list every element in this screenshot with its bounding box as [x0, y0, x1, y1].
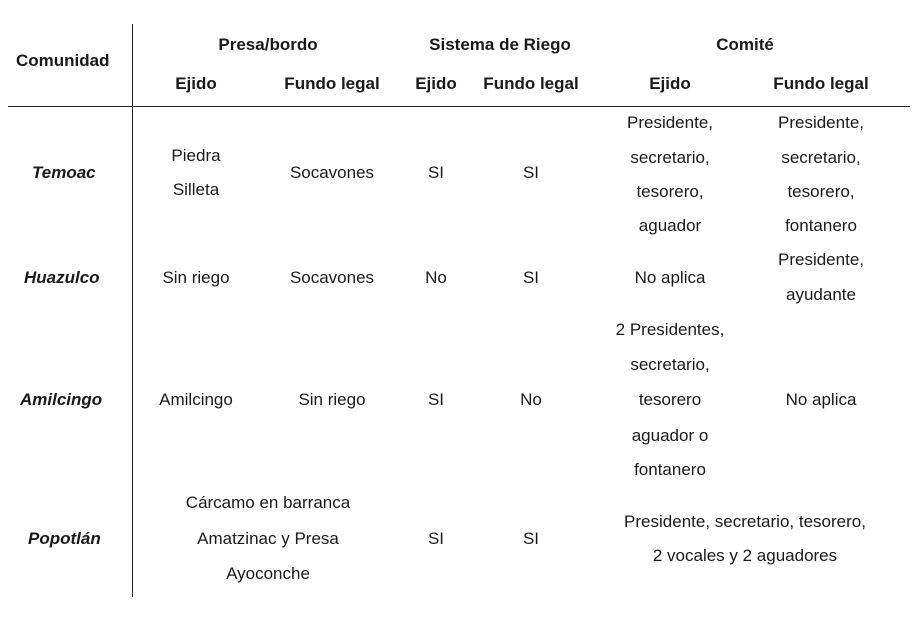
row-popotlan-presa-line3: Ayoconche — [226, 564, 310, 583]
row-temoac-community: Temoac — [32, 163, 96, 182]
row-temoac-comite-ejido-line1: Presidente, — [627, 113, 713, 132]
subheader-riego-fundo-legal: Fundo legal — [483, 74, 579, 93]
subheader-comite-fundo-legal: Fundo legal — [773, 74, 869, 93]
header-presa-bordo: Presa/bordo — [218, 35, 318, 54]
row-temoac-comite-fundo-line2: secretario, — [781, 148, 861, 167]
row-temoac-comite-fundo-line3: tesorero, — [787, 182, 855, 201]
row-huazulco-community: Huazulco — [24, 268, 100, 287]
row-temoac-comite-ejido-line2: secretario, — [630, 148, 710, 167]
row-temoac-riego-ejido: SI — [427, 163, 445, 182]
header-column-divider — [132, 24, 133, 597]
row-huazulco-comite-fundo-line2: ayudante — [786, 285, 856, 304]
row-temoac-presa-fundo: Socavones — [289, 163, 375, 182]
row-temoac-comite-fundo-line1: Presidente, — [778, 113, 864, 132]
row-temoac-presa-ejido-line2: Silleta — [172, 180, 220, 199]
row-amilcingo-comite-ejido-line4: aguador o — [631, 426, 709, 445]
row-huazulco-comite-fundo-line1: Presidente, — [778, 250, 864, 269]
row-temoac-comite-ejido-line4: aguador — [638, 216, 702, 235]
header-comunidad: Comunidad — [16, 51, 110, 70]
row-temoac-riego-fundo: SI — [522, 163, 540, 182]
row-popotlan-presa-line2: Amatzinac y Presa — [197, 529, 339, 548]
header-sistema-riego: Sistema de Riego — [429, 35, 571, 54]
row-popotlan-comite-line2: 2 vocales y 2 aguadores — [652, 546, 838, 565]
row-huazulco-riego-ejido: No — [425, 268, 447, 287]
row-amilcingo-comite-ejido-line1: 2 Presidentes, — [615, 320, 725, 339]
subheader-presa-fundo-legal: Fundo legal — [284, 74, 380, 93]
row-amilcingo-comite-fundo: No aplica — [785, 390, 857, 409]
row-popotlan-presa-line1: Cárcamo en barranca — [185, 493, 351, 512]
subheader-presa-ejido: Ejido — [175, 74, 217, 93]
row-popotlan-riego-ejido: SI — [427, 529, 445, 548]
subheader-comite-ejido: Ejido — [649, 74, 691, 93]
subheader-riego-ejido: Ejido — [415, 74, 457, 93]
row-amilcingo-community: Amilcingo — [20, 390, 103, 409]
row-popotlan-comite-line1: Presidente, secretario, tesorero, — [624, 512, 866, 531]
row-huazulco-presa-ejido: Sin riego — [162, 268, 230, 287]
row-amilcingo-presa-ejido: Amilcingo — [159, 390, 233, 409]
row-amilcingo-riego-fundo: No — [520, 390, 542, 409]
row-amilcingo-comite-ejido-line2: secretario, — [630, 355, 710, 374]
row-amilcingo-riego-ejido: SI — [427, 390, 445, 409]
row-amilcingo-presa-fundo: Sin riego — [298, 390, 366, 409]
row-huazulco-riego-fundo: SI — [522, 268, 540, 287]
row-temoac-comite-fundo-line4: fontanero — [785, 216, 857, 235]
row-amilcingo-comite-ejido-line3: tesorero — [638, 390, 702, 409]
row-popotlan-riego-fundo: SI — [522, 529, 540, 548]
row-popotlan-community: Popotlán — [28, 529, 101, 548]
row-huazulco-comite-ejido: No aplica — [634, 268, 706, 287]
row-temoac-presa-ejido-line1: Piedra — [171, 146, 221, 165]
header-comite: Comité — [716, 35, 774, 54]
row-huazulco-presa-fundo: Socavones — [289, 268, 375, 287]
row-amilcingo-comite-ejido-line5: fontanero — [634, 460, 706, 479]
row-temoac-comite-ejido-line3: tesorero, — [636, 182, 704, 201]
header-row-divider — [8, 106, 910, 107]
